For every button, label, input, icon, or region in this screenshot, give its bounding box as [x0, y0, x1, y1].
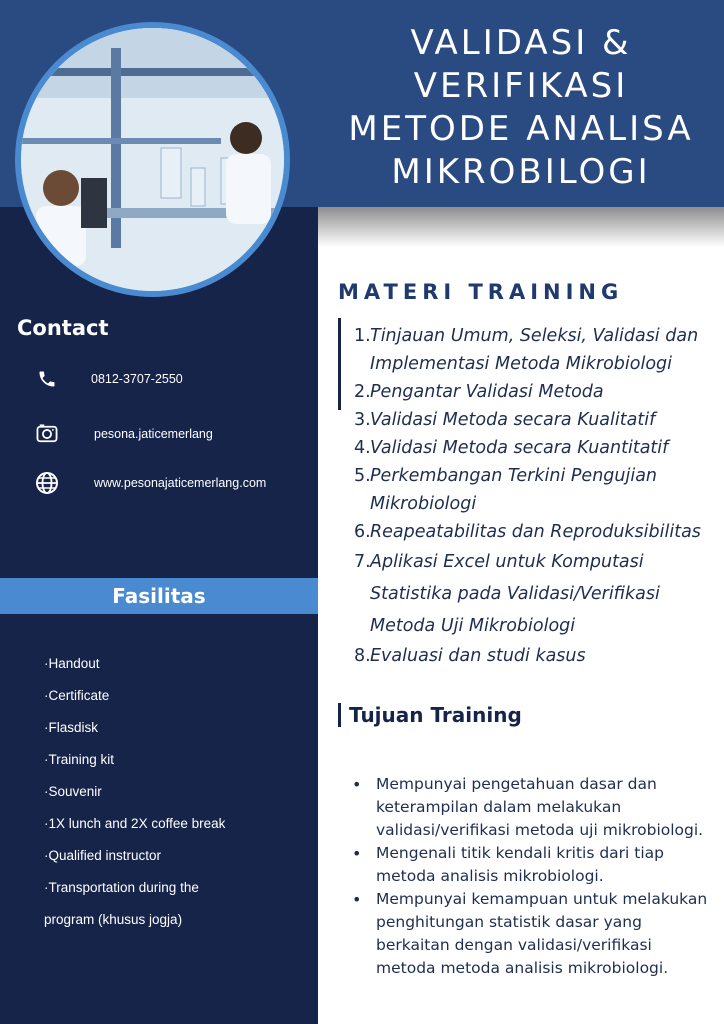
header-shadow: [318, 207, 724, 247]
item-number: 3.: [354, 410, 371, 430]
item-text: Pengantar Validasi Metoda: [370, 382, 604, 402]
title-line: VALIDASI &: [410, 23, 632, 63]
item-number: 8.: [354, 646, 371, 666]
tujuan-heading-text: Tujuan Training: [349, 703, 522, 727]
microscope-lab-illustration: [21, 28, 284, 291]
item-number: 7.: [354, 552, 371, 572]
bullet-icon: •: [352, 844, 362, 863]
title-line: VERIFIKASI: [413, 66, 629, 106]
list-item: [354, 322, 719, 378]
list-item: [354, 434, 719, 462]
item-number: 2.: [354, 382, 371, 402]
item-text: Reapeatabilitas dan Reproduksibilitas: [370, 522, 701, 542]
list-item: [354, 462, 719, 518]
list-item: ·Transportation during the program (khusus jogja): [44, 880, 199, 927]
globe-icon: [34, 470, 60, 496]
tujuan-accent-bar: [338, 703, 341, 727]
item-text: Perkembangan Terkini Pengujian Mikrobiologi: [370, 466, 658, 514]
item-number: 5.: [354, 466, 371, 486]
list-item: [354, 378, 719, 406]
list-item: [354, 518, 719, 546]
list-item: ·Certificate: [44, 688, 110, 703]
fasilitas-list: [44, 648, 234, 936]
instagram-icon: [34, 421, 60, 447]
item-text: Evaluasi dan studi kasus: [370, 646, 586, 666]
bullet-icon: •: [352, 890, 362, 909]
contact-phone[interactable]: [34, 366, 304, 392]
item-text: Mempunyai pengetahuan dasar dan keterampilan dalam melakukan validasi/verifikasi metoda uji mikrobiologi.: [376, 775, 704, 839]
contact-instagram[interactable]: [34, 421, 304, 447]
title-line: METODE ANALISA: [348, 109, 694, 149]
phone-number: 0812-3707-2550: [91, 372, 183, 386]
item-number: 4.: [354, 438, 371, 458]
bullet-icon: •: [352, 775, 362, 794]
page-title: [318, 22, 724, 194]
instagram-handle: pesona.jaticemerlang: [94, 427, 213, 441]
list-item: [352, 773, 712, 842]
item-number: 1.: [354, 326, 371, 346]
list-item: ·Qualified instructor: [44, 848, 162, 863]
materi-accent-bar: [338, 318, 341, 410]
item-text: Validasi Metoda secara Kuantitatif: [370, 438, 669, 458]
item-text: Validasi Metoda secara Kualitatif: [370, 410, 656, 430]
list-item: [354, 642, 719, 670]
item-number: 6.: [354, 522, 371, 542]
list-item: ·Training kit: [44, 752, 115, 767]
contact-website[interactable]: [34, 470, 304, 496]
list-item: ·1X lunch and 2X coffee break: [44, 816, 226, 831]
item-text: Mengenali titik kendali kritis dari tiap metoda analisis mikrobiologi.: [376, 844, 665, 885]
laboratory-photo: [15, 22, 290, 297]
tujuan-heading: [338, 702, 522, 728]
materi-heading: MATERI TRAINING: [338, 280, 624, 304]
list-item: ·Handout: [44, 656, 100, 671]
item-text: Tinjauan Umum, Seleksi, Validasi dan Implementasi Metoda Mikrobiologi: [370, 326, 699, 374]
contact-heading: Contact: [17, 316, 109, 340]
website-url: www.pesonajaticemerlang.com: [94, 476, 267, 490]
item-text: Mempunyai kemampuan untuk melakukan penghitungan statistik dasar yang berkaitan dengan validasi/verifikasi metoda metoda analisis mikrobiologi.: [376, 890, 708, 977]
list-item: [354, 406, 719, 434]
title-line: MIKROBILOGI: [391, 152, 651, 192]
list-item: [352, 888, 712, 980]
list-item: [354, 546, 719, 642]
phone-icon: [34, 366, 60, 392]
item-text: Aplikasi Excel untuk Komputasi Statistika pada Validasi/Verifikasi Metoda Uji Mikrobiologi: [370, 552, 660, 636]
fasilitas-heading: Fasilitas: [0, 578, 318, 614]
materi-list: [354, 322, 719, 670]
list-item: [352, 842, 712, 888]
tujuan-list: [352, 773, 712, 980]
list-item: ·Souvenir: [44, 784, 102, 799]
list-item: ·Flasdisk: [44, 720, 99, 735]
